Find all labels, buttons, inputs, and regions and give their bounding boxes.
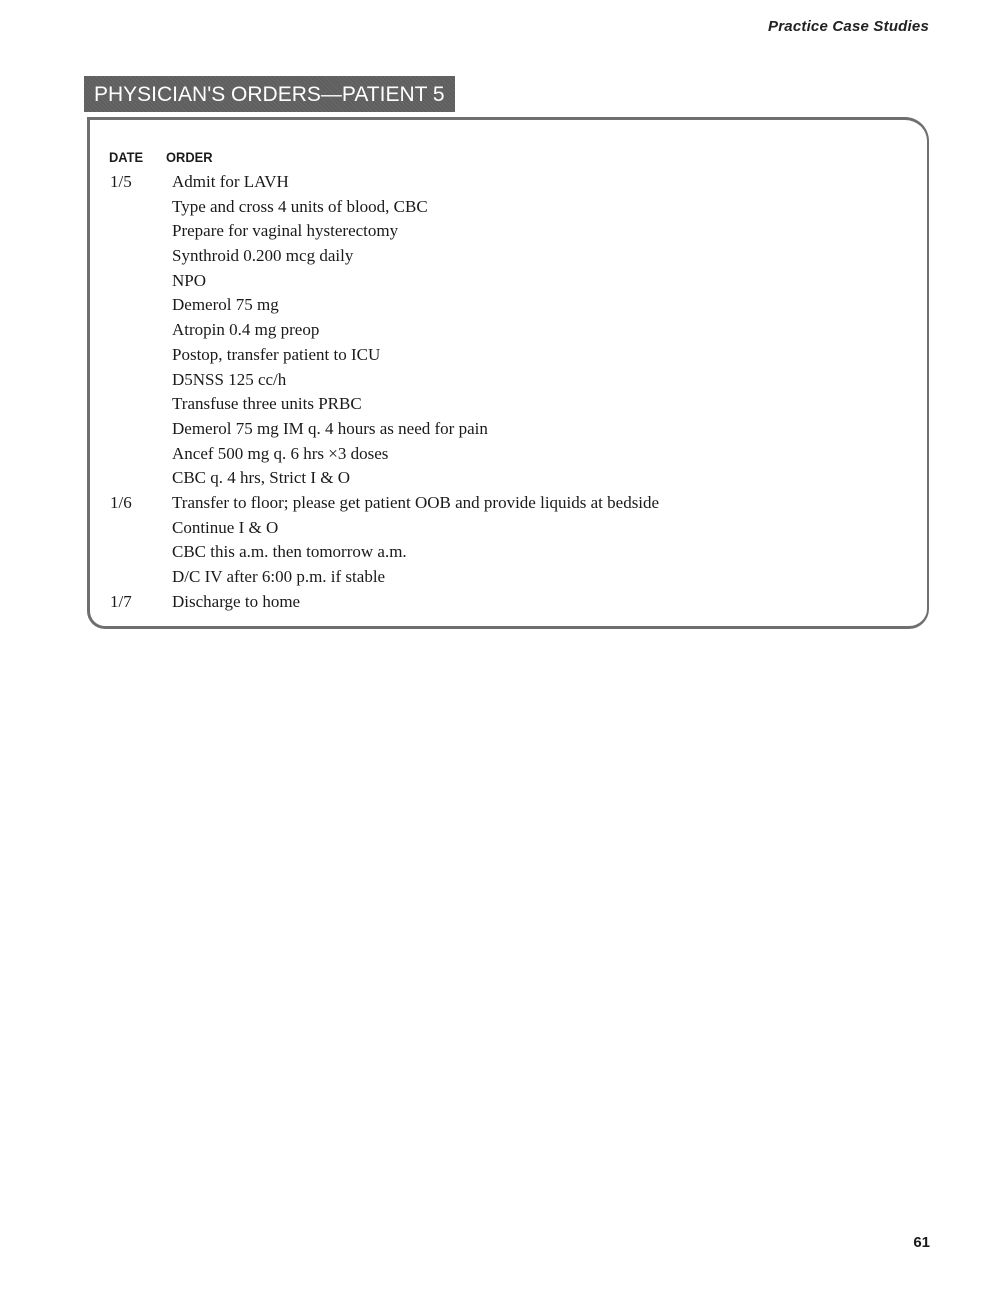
order-text: D5NSS 125 cc/h — [172, 369, 287, 389]
order-text: Ancef 500 mg q. 6 hrs ×3 doses — [172, 443, 389, 463]
order-text: Postop, transfer patient to ICU — [172, 344, 381, 364]
order-text: Discharge to home — [172, 591, 301, 611]
order-text: NPO — [172, 270, 207, 290]
order-text: Synthroid 0.200 mcg daily — [172, 246, 354, 266]
order-text: Atropin 0.4 mg preop — [172, 320, 320, 340]
running-header: Practice Case Studies — [768, 18, 929, 35]
column-headers — [109, 149, 213, 165]
order-text: Continue I & O — [172, 517, 279, 537]
page-number: 61 — [913, 1234, 930, 1251]
order-column-header: ORDER — [166, 149, 213, 165]
order-text: CBC this a.m. then tomorrow a.m. — [172, 542, 407, 562]
order-text: Transfuse three units PRBC — [172, 394, 362, 414]
order-text: D/C IV after 6:00 p.m. if stable — [172, 567, 386, 586]
order-text: CBC q. 4 hrs, Strict I & O — [172, 468, 351, 488]
order-text: Admit for LAVH — [172, 172, 289, 191]
date-column-header: DATE — [109, 149, 144, 165]
order-date: 1/6 — [110, 492, 132, 512]
order-text: Prepare for vaginal hysterectomy — [172, 221, 399, 241]
order-date: 1/5 — [110, 172, 132, 191]
order-text: Transfer to floor; please get patient OOB and provide liquids at bedside — [172, 492, 660, 512]
order-date: 1/7 — [110, 591, 132, 611]
order-text: Type and cross 4 units of blood, CBC — [172, 196, 428, 216]
section-title: PHYSICIAN'S ORDERS—PATIENT 5 — [84, 76, 455, 112]
order-text: Demerol 75 mg — [172, 295, 279, 315]
order-text: Demerol 75 mg IM q. 4 hours as need for pain — [172, 418, 488, 438]
